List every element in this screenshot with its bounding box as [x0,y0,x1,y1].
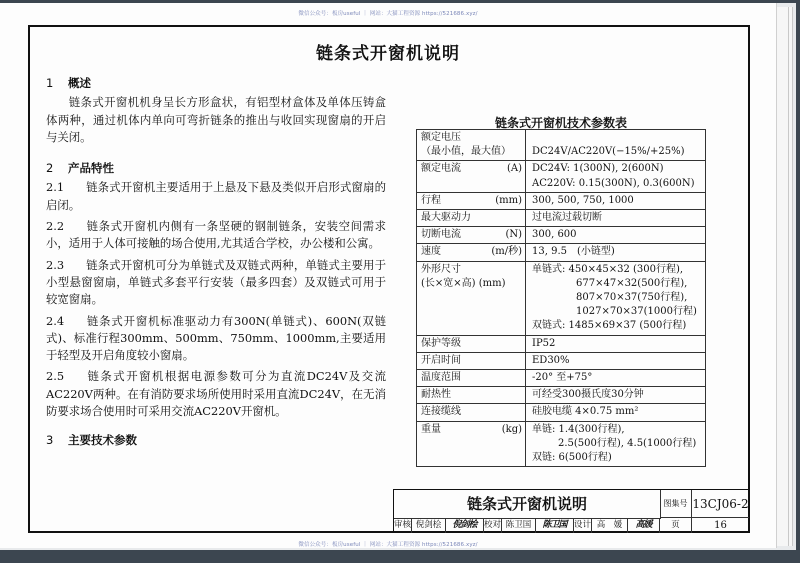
table-row: 温度范围 -20° 至+75° [417,370,706,387]
watermark-top: 微信公众号：板房useful ｜ 网站：大猫工程资源 https://521686.xyz/ [298,11,478,17]
feature-paragraph-2-3: 2.3 链条式开窗机可分为单链式及双链式两种，单链式主要用于小型悬窗窗扇，单链式多套平行安装（最多四套）及双链式可用于较宽窗扇。 [46,257,386,307]
title-block [393,489,750,533]
section-heading-features: 2 产品特性 [46,161,114,176]
designer-signature: 高媛 [628,518,660,533]
watermark-bottom: 微信公众号：板房useful ｜ 网站：大猫工程资源 https://521686.xyz/ [298,542,478,548]
feature-paragraph-2-5: 2.5 链条式开窗机根据电源参数可分为直流DC24V及交流AC220V两种。在有消防要求场所使用时采用直流DC24V，在无消防要求场合使用时可采用交流AC220V开窗机。 [46,369,386,419]
table-row: 外形尺寸 (长×宽×高) (mm) 单链式: 450×45×32 (300行程), 677×47×32(500行程), 807×70×37(750行程), 1027×70×37(1000行程) 双链式: 1485×69×37 (500行程) [417,261,706,335]
checker-signature: 陈卫国 [536,518,574,533]
page-number: 16 [714,520,727,531]
section-heading-tech-params: 3 主要技术参数 [46,433,137,448]
feature-paragraph-2-4: 2.4 链条式开窗机标准驱动力有300N(单链式)、600N(双链式)、标准行程300mm、500mm、750mm、1000mm,主要适用于轻型及开启角度较小窗扇。 [46,313,386,363]
design-label: 设计 [574,518,592,533]
section-heading-overview: 1 概述 [46,76,91,90]
feature-paragraph-2-1: 2.1 链条式开窗机主要适用于上悬及下悬及类似开启形式窗扇的启闭。 [46,180,386,212]
spec-table-title: 链条式开窗机技术参数表 [494,116,627,130]
title-block-title: 链条式开窗机说明 [394,490,661,519]
atlas-number-label: 图集号 [660,490,692,518]
table-row: 开启时间 ED30% [417,352,706,369]
description-column [46,75,386,450]
check-label: 校对 [484,518,502,533]
table-row: 最大驱动力 过电流过载切断 [417,210,706,227]
table-row: 保护等级 IP52 [417,335,706,352]
page-label: 页 [660,518,692,533]
stacked-page-edge [776,7,789,546]
checker-name: 陈卫国 [502,518,536,533]
feature-paragraph-2-2: 2.2 链条式开窗机内侧有一条坚硬的钢制链条，安装空间需求小，适用于人体可接触的场合使用,尤其适合学校，办公楼和公寓。 [46,219,386,251]
atlas-number: 13CJ06-2 [692,490,749,518]
page-title: 链条式开窗机说明 [316,44,460,64]
spec-table [416,129,706,467]
review-label: 审核 [394,518,412,533]
reviewer-name: 倪剑桧 [412,518,446,533]
document-page [0,3,776,548]
table-row: 切断电流 (N) 300, 600 [417,227,706,244]
designer-name: 高 媛 [592,518,628,533]
table-row: 连接缆线 硅胶电缆 4×0.75 mm² [417,404,706,421]
table-row: 额定电压 （最小值，最大值） DC24V/AC220V(−15%/+25%) [417,130,706,161]
reviewer-signature: 倪剑桧 [446,518,484,533]
table-row: 速度 (m/秒) 13, 9.5 (小链型) [417,244,706,261]
table-row: 耐热性 可经受300摄氏度30分钟 [417,387,706,404]
table-row: 重量 (kg) 单链: 1.4(300行程), 2.5(500行程), 4.5(1000行程) 双链: 6(500行程) [417,421,706,467]
table-row: 行程 (mm) 300, 500, 750, 1000 [417,192,706,209]
overview-paragraph: 链条式开窗机机身呈长方形盒状，有铝型材盒体及单体压铸盒体两种，通过机体内单向可弯折链条的推出与收回实现窗扇的开启与关闭。 [46,95,386,144]
table-row: 额定电流 (A) DC24V: 1(300N), 2(600N) AC220V: 0.15(300N), 0.3(600N) [417,161,706,192]
